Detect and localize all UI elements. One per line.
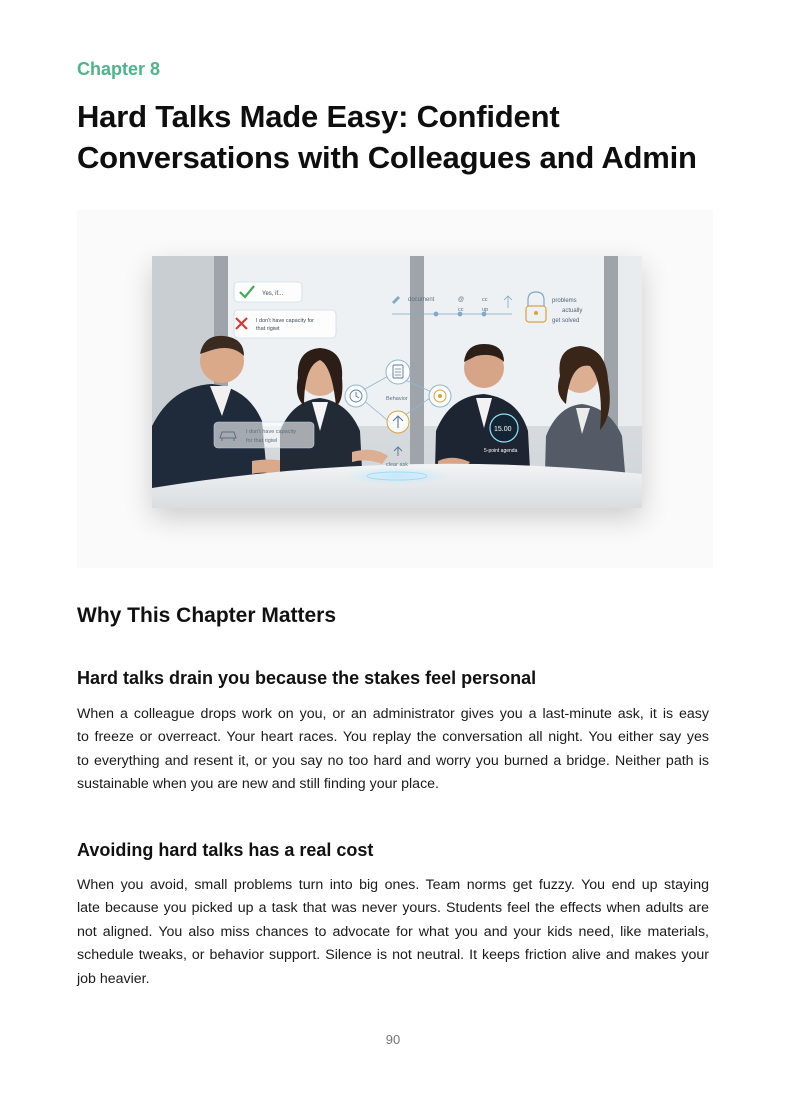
section-heading: Why This Chapter Matters bbox=[77, 604, 337, 627]
clipboard-icon bbox=[386, 360, 410, 384]
cc-label-1: cc bbox=[458, 307, 464, 313]
no-capacity-bubble bbox=[234, 310, 336, 338]
body-line: When you avoid, small problems turn into big ones. Team norms get fuzzy. You end up staying bbox=[77, 877, 709, 893]
body-line: late because you picked up a task that was never yours. Students feel the effects when adults are bbox=[77, 900, 709, 917]
clear-ask-label: clear ask bbox=[386, 462, 409, 468]
arrow-up-icon bbox=[387, 411, 409, 433]
body-line: job heavier. bbox=[77, 970, 150, 987]
no-capacity-label-1: I don't have capacity for bbox=[256, 318, 314, 324]
target-icon bbox=[429, 385, 451, 407]
get-solved-label: get solved bbox=[552, 318, 580, 324]
yes-if-label: Yes, if... bbox=[262, 291, 284, 297]
body-line: schedule tweaks, or behavior support. Silence is not neutral. It keeps friction alive and makes your bbox=[77, 947, 709, 964]
body-line: sustainable when you are new and still finding your place. bbox=[77, 776, 440, 793]
subsection-heading-1: Hard talks drain you because the stakes feel personal bbox=[77, 668, 537, 688]
subsection-body-1 bbox=[77, 703, 709, 797]
at-label: @ bbox=[458, 297, 465, 303]
chapter-title: Hard Talks Made Easy: Confident Conversations with Colleagues and Admin bbox=[77, 99, 697, 175]
no-capacity-left-bubble bbox=[214, 422, 314, 448]
agenda-label: 5-point agenda bbox=[484, 448, 518, 454]
no-capacity-left-label-2: for that rigiwl bbox=[246, 438, 278, 444]
clock-icon bbox=[345, 385, 367, 407]
body-line: When a colleague drops work on you, or an administrator gives you a last-minute ask, it is easy bbox=[77, 706, 709, 722]
no-capacity-label-2: that rigiwt bbox=[256, 326, 280, 332]
cc-label-2: cc bbox=[482, 297, 488, 303]
yes-bubble bbox=[234, 282, 302, 302]
body-line: to freeze or overreact. Your heart races. You replay the conversation all night. You either say yes bbox=[77, 729, 709, 746]
body-line: to everything and resent it, or you say no too hard and worry you burned a bridge. Neither path is bbox=[77, 752, 709, 769]
chapter-label: Chapter 8 bbox=[77, 59, 161, 79]
body-line: not aligned. You also miss chances to advocate for what you and your kids need, like materials, bbox=[77, 923, 709, 940]
timer-value: 15.00 bbox=[494, 426, 512, 433]
page-number: 90 bbox=[385, 1032, 401, 1047]
behavior-label: Behavior bbox=[386, 396, 408, 402]
up-label: up bbox=[482, 307, 489, 313]
meeting-photo bbox=[152, 256, 642, 508]
actually-label: actually bbox=[562, 308, 583, 314]
document-label: document bbox=[408, 297, 435, 303]
meeting-illustration bbox=[152, 256, 642, 508]
subsection-body-2 bbox=[77, 874, 709, 991]
problems-label: problems bbox=[552, 298, 577, 304]
no-capacity-left-label-1: I don't have capacity bbox=[246, 429, 296, 435]
subsection-heading-2: Avoiding hard talks has a real cost bbox=[77, 840, 374, 860]
